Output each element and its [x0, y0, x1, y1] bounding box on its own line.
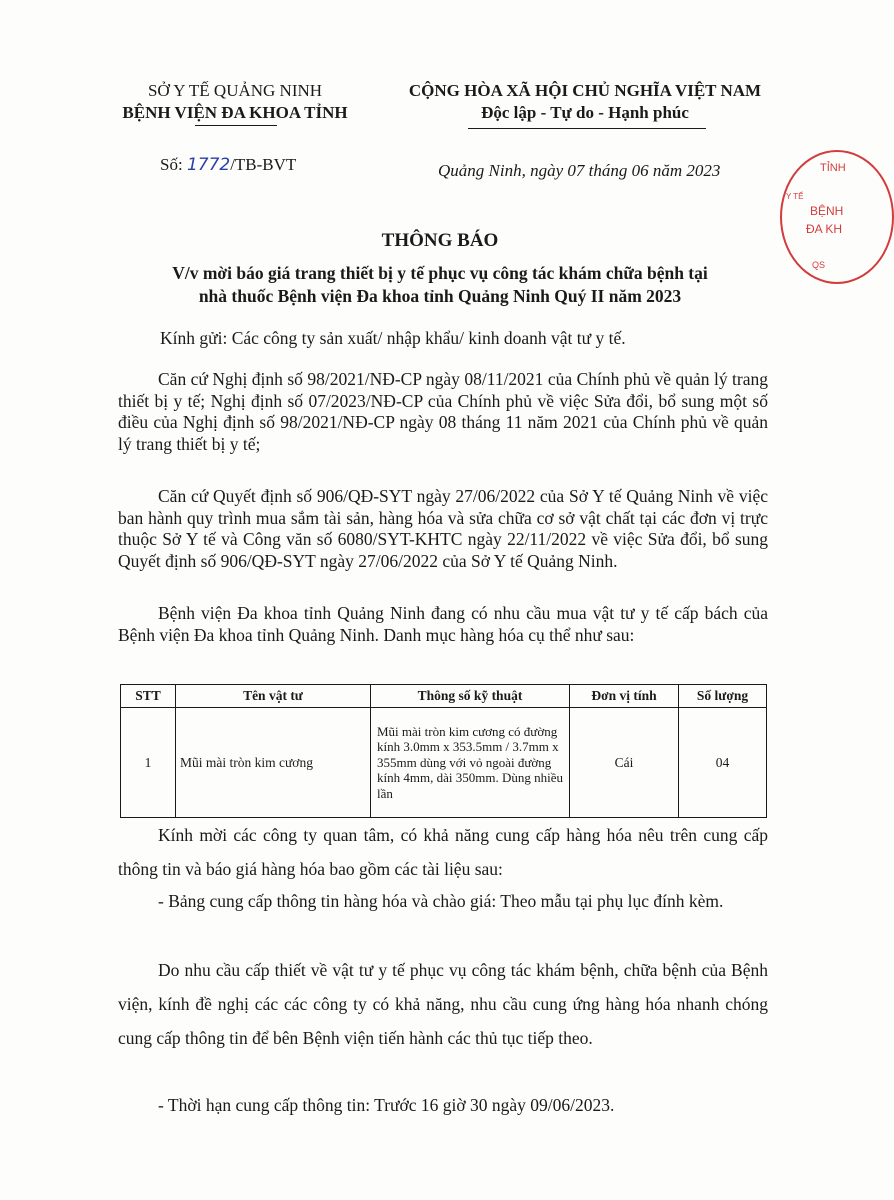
doc-number-prefix: Số: — [160, 155, 183, 174]
nation-block — [380, 80, 790, 124]
cell-unit: Cái — [570, 708, 679, 818]
notice-subtitle-line2: nhà thuốc Bệnh viện Đa khoa tỉnh Quảng Ninh Quý II năm 2023 — [198, 286, 682, 306]
col-header-unit: Đơn vị tính — [570, 685, 679, 708]
nation-line1: CỘNG HÒA XÃ HỘI CHỦ NGHĨA VIỆT NAM — [408, 81, 762, 100]
notice-subtitle-line1: V/v mời báo giá trang thiết bị y tế phục vụ công tác khám chữa bệnh tại — [172, 263, 708, 283]
paragraph-need: Bệnh viện Đa khoa tỉnh Quảng Ninh đang có nhu cầu mua vật tư y tế cấp bách của Bệnh viện Đa khoa tỉnh Quảng Ninh. Danh mục hàng hóa cụ thể như sau: — [118, 603, 768, 645]
notice-subtitle — [90, 262, 790, 308]
doc-number-handwritten: 1772 — [186, 155, 231, 175]
paragraph-legal-basis-1: Căn cứ Nghị định số 98/2021/NĐ-CP ngày 08/11/2021 của Chính phủ về quản lý trang thiết bị y tế; Nghị định số 07/2023/NĐ-CP của Chính phủ về việc Sửa đổi, bổ sung một số điều của Nghị định số 98/2021/NĐ-CP ngày 08 tháng 11 năm 2021 của Chính phủ về quản lý trang thiết bị y tế; — [118, 369, 768, 454]
stamp-text-line1: BỆNH — [810, 204, 844, 218]
table-header-row — [121, 685, 767, 708]
paragraph-documents: - Bảng cung cấp thông tin hàng hóa và chào giá: Theo mẫu tại phụ lục đính kèm. — [158, 891, 724, 911]
col-header-stt: STT — [121, 685, 176, 708]
notice-title: THÔNG BÁO — [381, 230, 499, 251]
recipient-line: Kính gửi: Các công ty sản xuất/ nhập khẩu/ kinh doanh vật tư y tế. — [160, 328, 626, 348]
doc-number-suffix: /TB-BVT — [230, 155, 297, 174]
stamp-text-bottom: QS — [812, 260, 826, 270]
cell-spec: Mũi mài tròn kim cương có đường kính 3.0mm x 353.5mm / 3.7mm x 355mm dùng với vỏ ngoài đường kính 4mm, dài 350mm. Dùng nhiều lần — [371, 708, 570, 818]
paragraph-urgency: Do nhu cầu cấp thiết về vật tư y tế phục vụ công tác khám bệnh, chữa bệnh của Bệnh viện, kính đề nghị các các công ty có khả năng, nhu cầu cung ứng hàng hóa nhanh chóng cung cấp thông tin để bên Bệnh viện tiến hành các thủ tục tiếp theo. — [118, 960, 768, 1048]
paragraph-legal-basis-2: Căn cứ Quyết định số 906/QĐ-SYT ngày 27/06/2022 của Sở Y tế Quảng Ninh về việc ban hành quy trình mua sắm tài sản, hàng hóa và sửa chữa cơ sở vật chất tại các đơn vị trực thuộc Sở Y tế và Công văn số 6080/SYT-KHTC ngày 22/11/2022 về việc Sửa đổi, bổ sung Quyết định số 906/QĐ-SYT ngày 27/06/2022 của Sở Y tế Quảng Ninh. — [118, 486, 768, 571]
doc-number — [160, 154, 296, 176]
col-header-name: Tên vật tư — [176, 685, 371, 708]
stamp-text-top: TỈNH — [820, 162, 846, 174]
cell-name: Mũi mài tròn kim cương — [176, 708, 371, 818]
org-block — [90, 80, 380, 124]
stamp-text-line2: ĐA KH — [806, 222, 843, 236]
nation-line2: Độc lập - Tự do - Hạnh phúc — [481, 103, 689, 122]
red-stamp — [780, 150, 894, 284]
col-header-quantity: Số lượng — [679, 685, 767, 708]
item-table — [120, 684, 767, 818]
paragraph-deadline: - Thời hạn cung cấp thông tin: Trước 16 giờ 30 ngày 09/06/2023. — [158, 1095, 615, 1115]
org-underline — [195, 125, 277, 126]
org-line2: BỆNH VIỆN ĐA KHOA TỈNH — [122, 103, 348, 122]
paragraph-invitation: Kính mời các công ty quan tâm, có khả năng cung cấp hàng hóa nêu trên cung cấp thông tin và báo giá hàng hóa bao gồm các tài liệu sau: — [118, 825, 768, 879]
date-line: Quảng Ninh, ngày 07 tháng 06 năm 2023 — [438, 161, 721, 180]
org-line1: SỞ Y TẾ QUẢNG NINH — [147, 81, 323, 100]
cell-stt: 1 — [121, 708, 176, 818]
stamp-text-left: Y TẾ — [786, 192, 804, 201]
nation-underline — [468, 128, 706, 129]
cell-quantity: 04 — [679, 708, 767, 818]
col-header-spec: Thông số kỹ thuật — [371, 685, 570, 708]
table-row — [121, 708, 767, 818]
